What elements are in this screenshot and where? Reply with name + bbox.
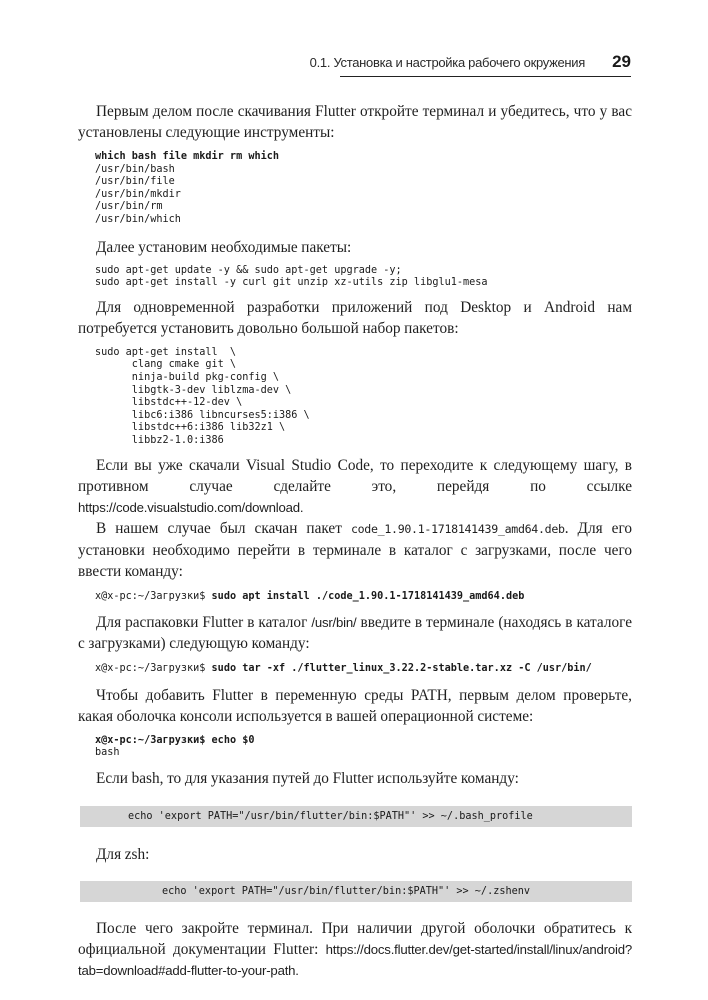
paragraph-text: Для распаковки Flutter в каталог: [96, 614, 312, 632]
paragraph-text: В нашем случае был скачан пакет: [96, 519, 351, 537]
code-block-echo-shell: [78, 735, 632, 760]
flutter-docs-link[interactable]: https://docs.flutter.dev/get-started/install/linux/android?tab=download#add-flutter-to-your-path.: [78, 941, 632, 978]
paragraph-docs: [78, 918, 632, 981]
target-path: /usr/bin/: [311, 615, 357, 631]
package-filename: code_1.90.1-1718141439_amd64.deb: [350, 521, 565, 536]
paragraph-text: После чего закройте терминал. При наличии другой оболочки обратитесь к официальной документации Flutter:: [78, 919, 632, 958]
code-output-line: /usr/bin/which: [95, 213, 181, 225]
code-command: which bash file mkdir rm which: [95, 151, 280, 162]
vscode-download-link[interactable]: https://code.visualstudio.com/download.: [78, 499, 304, 515]
header-rule: [340, 76, 631, 77]
section-title: 0.1. Установка и настройка рабочего окружения: [309, 55, 585, 70]
code-block-apt-install: [78, 347, 632, 448]
code-output-line: /usr/bin/rm: [95, 201, 163, 213]
code-command: echo $0: [211, 734, 255, 746]
running-header: [309, 52, 631, 76]
code-block-bash-profile: echo 'export PATH="/usr/bin/flutter/bin:$PATH"' >> ~/.bash_profile: [80, 806, 632, 827]
paragraph-vscode: [78, 455, 632, 518]
code-output-line: /usr/bin/bash: [95, 163, 175, 175]
code-line: libc6:i386 libncurses5:i386 \: [95, 409, 310, 421]
code-line: [95, 735, 632, 748]
code-block-which: [78, 151, 632, 227]
code-line: ninja-build pkg-config \: [95, 371, 280, 383]
code-line: [95, 591, 632, 604]
code-output-line: /usr/bin/file: [95, 176, 175, 188]
page-number: 29: [612, 52, 631, 71]
paragraph-bash: Если bash, то для указания путей до Flutter используйте команду:: [96, 769, 519, 787]
code-command: sudo apt install ./code_1.90.1-1718141439_amd64.deb: [211, 590, 525, 602]
page-body: [78, 101, 632, 981]
code-line: libstdc++-12-dev \: [95, 397, 243, 409]
paragraph-path-variable: Чтобы добавить Flutter в переменную среды PATH, первым делом проверьте, какая оболочка консоли используется в вашей операционной системе:: [78, 686, 632, 725]
paragraph-packages: Далее установим необходимые пакеты:: [96, 238, 352, 256]
paragraph-desktop-android: Для одновременной разработки приложений под Desktop и Android нам потребуется установить довольно большой набор пакетов:: [78, 298, 632, 337]
code-line: [95, 663, 632, 676]
paragraph-text: введите в терминале (находясь в каталоге с загрузками) следующую команду:: [78, 614, 632, 653]
code-line: sudo apt-get install \: [95, 346, 237, 358]
code-block-apt-install-deb: [78, 591, 632, 604]
code-output-line: bash: [95, 747, 120, 759]
code-line: libgtk-3-dev liblzma-dev \: [95, 384, 292, 396]
code-block-apt-update: [78, 265, 632, 290]
code-command: sudo tar -xf ./flutter_linux_3.22.2-stable.tar.xz -C /usr/bin/: [211, 663, 592, 675]
code-block-tar: [78, 663, 632, 676]
code-line: libstdc++6:i386 lib32z1 \: [95, 422, 286, 434]
paragraph-text: . Для его установки необходимо перейти в терминале в каталог с загрузками, после чего ввести команду:: [78, 519, 633, 580]
paragraph-intro: Первым делом после скачивания Flutter откройте терминал и убедитесь, что у вас установлены следующие инструменты:: [78, 103, 632, 141]
code-line: clang cmake git \: [95, 359, 237, 371]
code-line: sudo apt-get update -y && sudo apt-get upgrade -y;: [95, 264, 402, 276]
shell-prompt: x@x-pc:~/Загрузки$: [95, 663, 212, 675]
paragraph-unpack: [78, 612, 632, 654]
paragraph-zsh: Для zsh:: [96, 845, 150, 863]
code-output-line: /usr/bin/mkdir: [95, 188, 181, 200]
code-line: libbz2-1.0:i386: [95, 434, 224, 446]
shell-prompt: x@x-pc:~/Загрузки$: [95, 734, 212, 746]
paragraph-text: Если вы уже скачали Visual Studio Code, то переходите к следующему шагу, в противном случае сделайте это, перейдя по ссылке: [78, 456, 632, 495]
paragraph-deb-package: [78, 518, 632, 582]
code-block-zshenv: echo 'export PATH="/usr/bin/flutter/bin:$PATH"' >> ~/.zshenv: [80, 881, 632, 902]
code-line: sudo apt-get install -y curl git unzip xz-utils zip libglu1-mesa: [95, 277, 488, 289]
shell-prompt: x@x-pc:~/Загрузки$: [95, 590, 212, 602]
